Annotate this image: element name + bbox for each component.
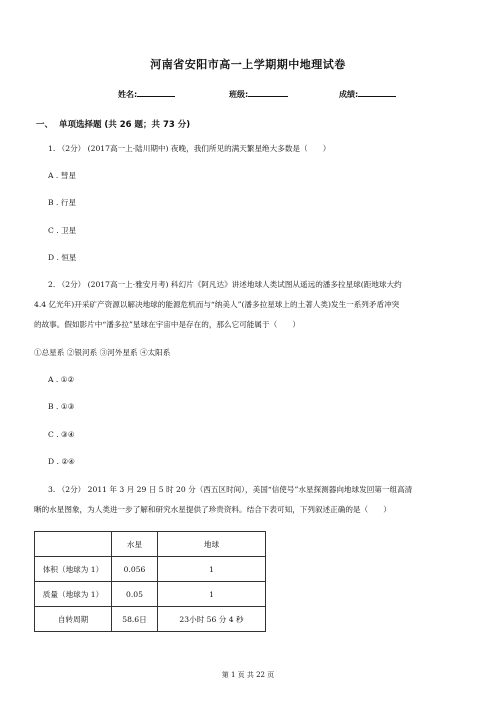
- q2-choices: ①总星系 ②银河系 ③河外星系 ④太阳系: [34, 348, 171, 357]
- q3-stem-line1: 3. （2分） 2011 年 3 月 29 日 5 时 20 分（西五区时间），美国“信使号”水星探测器向地球发回第一组高清: [48, 485, 413, 494]
- score-field: [339, 88, 396, 100]
- q2-option-d[interactable]: D . ②④: [48, 457, 75, 466]
- table-cell: 0.05: [112, 582, 158, 607]
- q1-option-a[interactable]: A . 彗星: [48, 171, 76, 180]
- section-number: 一、: [36, 120, 54, 130]
- class-field: [229, 88, 288, 100]
- score-blank[interactable]: [358, 88, 396, 97]
- q2-stem-line3: 的故事。假如影片中“潘多拉”星球在宇宙中是存在的，那么它可能属于（ ）: [34, 320, 300, 329]
- q3-stem-line2: 晰的水星图象，为人类进一步了解和研究水星提供了珍贵资料。结合下表可知，下列叙述正确的是（ ）: [34, 505, 391, 514]
- section-heading: [36, 118, 190, 130]
- table-cell: 自转周期: [35, 607, 112, 632]
- table-row: [35, 607, 266, 632]
- q2-stem-line1: 2. （2分） (2017高一上·雅安月考) 科幻片《阿凡达》讲述地球人类试图从遥远的潘多拉星球(距地球大约: [48, 280, 402, 289]
- table-cell: 0.056: [112, 557, 158, 582]
- table-header-cell: [35, 532, 112, 557]
- q2-option-c[interactable]: C . ③④: [48, 430, 75, 439]
- table-cell: 58.6日: [112, 607, 158, 632]
- section-label: 单项选择题 (共 26 题；共 73 分): [58, 120, 191, 130]
- page-footer: 第 1 页 共 22 页: [221, 671, 275, 679]
- q1-option-d[interactable]: D . 恒星: [48, 253, 77, 262]
- class-blank[interactable]: [248, 88, 288, 97]
- table-header-cell: 水星: [112, 532, 158, 557]
- q1-option-c[interactable]: C . 卫星: [48, 226, 77, 235]
- class-label: 班级:: [229, 90, 249, 99]
- table-cell: 1: [158, 582, 266, 607]
- student-info-row: [0, 88, 496, 102]
- table-cell: 1: [158, 557, 266, 582]
- q2-stem-line2: 4.4 亿光年)开采矿产资源以解决地球的能源危机而与“纳美人”(潘多拉星球上的土著人类)发生一系列矛盾冲突: [34, 300, 400, 309]
- table-cell: 体积（地球为 1）: [35, 557, 112, 582]
- q1-option-b[interactable]: B . 行星: [48, 198, 77, 207]
- page-title: 河南省安阳市高一上学期期中地理试卷: [150, 58, 346, 71]
- table-row: [35, 582, 266, 607]
- q1-stem: 1. （2分） (2017高一上·陆川期中) 夜晚，我们所见的满天繁星绝大多数是（ ）: [48, 144, 331, 153]
- table-header-cell: 地球: [158, 532, 266, 557]
- planet-comparison-table: [34, 531, 266, 632]
- q2-option-a[interactable]: A . ①②: [48, 375, 75, 384]
- table-cell: 23小时 56 分 4 秒: [158, 607, 266, 632]
- name-label: 姓名:: [118, 90, 138, 99]
- name-blank[interactable]: [137, 88, 175, 97]
- table-cell: 质量（地球为 1）: [35, 582, 112, 607]
- table-row: [35, 557, 266, 582]
- score-label: 成绩:: [339, 90, 359, 99]
- table-header-row: [35, 532, 266, 557]
- q2-option-b[interactable]: B . ①③: [48, 402, 75, 411]
- name-field: [118, 88, 175, 100]
